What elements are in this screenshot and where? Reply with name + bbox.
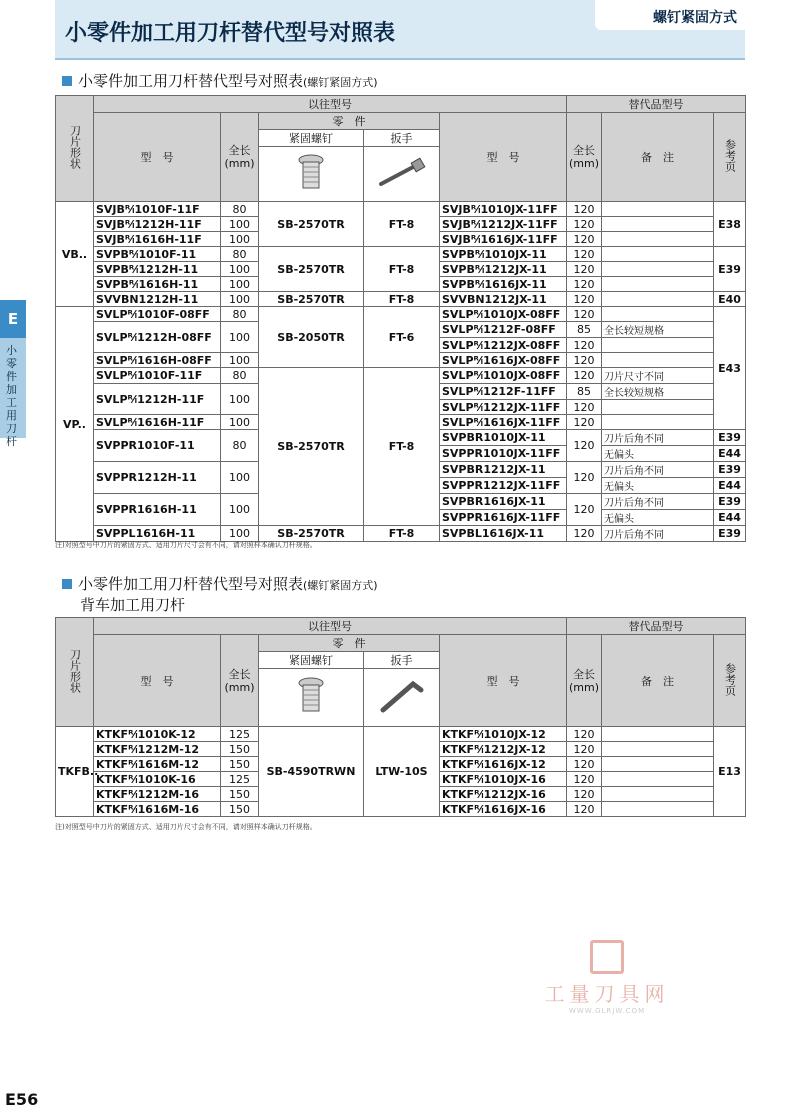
old-length: 80 [221,247,259,262]
ref-page: E40 [714,292,746,307]
remarks [602,727,714,742]
section2-title: 小零件加工用刀杆替代型号对照表 [78,575,304,593]
section1-note: 注)对照型号中刀片的紧固方式、适用刀片尺寸会有不同，请对照样本确认刀杆规格。 [55,541,317,549]
new-model: SVPBᴿ⁄ₗ1010JX-11 [440,247,567,262]
col-header-new-model: 型 号 [440,635,567,727]
col-header-parts: 零 件 [259,113,440,130]
new-model: SVPPR1616JX-11FF [440,510,567,526]
new-length: 120 [567,232,602,247]
new-model: SVLPᴿ⁄ₗ1616JX-11FF [440,415,567,430]
new-length: 120 [567,277,602,292]
remarks [602,202,714,217]
new-length: 120 [567,415,602,430]
old-model: KTKFᴿ⁄ₗ1010K-16 [94,772,221,787]
table-row [56,727,746,742]
old-length: 125 [221,772,259,787]
remarks [602,772,714,787]
new-model: SVJBᴿ⁄ₗ1616JX-11FF [440,232,567,247]
section1-heading [62,70,378,91]
old-model: SVPBᴿ⁄ₗ1616H-11 [94,277,221,292]
old-model: KTKFᴿ⁄ₗ1010K-12 [94,727,221,742]
old-model: SVJBᴿ⁄ₗ1010F-11F [94,202,221,217]
old-length: 100 [221,494,259,526]
remarks [602,217,714,232]
old-length: 100 [221,217,259,232]
ref-page: E13 [714,727,746,817]
col-header-old: 以往型号 [94,618,567,635]
new-model: SVLPᴿ⁄ₗ1212JX-11FF [440,400,567,415]
old-length: 150 [221,742,259,757]
remarks: 全长较短规格 [602,384,714,400]
remarks [602,338,714,353]
ref-page: E43 [714,307,746,430]
old-model: KTKFᴿ⁄ₗ1212M-16 [94,787,221,802]
col-header-remarks: 备 注 [602,635,714,727]
old-model: SVPPR1616H-11 [94,494,221,526]
section2-note: 注)对照型号中刀片的紧固方式、适用刀片尺寸会有不同，请对照样本确认刀杆规格。 [55,823,317,831]
remarks: 无偏头 [602,510,714,526]
remarks: 刀片后角不同 [602,462,714,478]
old-length: 100 [221,262,259,277]
table-row [56,307,746,322]
watermark [537,940,677,1015]
col-header-new-length: 全长 (mm) [567,113,602,202]
col-header-ref-text: 参考页 [723,662,737,696]
remarks [602,757,714,772]
new-length: 120 [567,217,602,232]
ref-page: E39 [714,247,746,292]
new-model: SVPBR1616JX-11 [440,494,567,510]
col-header-new-model: 型 号 [440,113,567,202]
new-length: 120 [567,757,602,772]
new-length: 120 [567,262,602,277]
old-length: 100 [221,277,259,292]
old-model: SVLPᴿ⁄ₗ1616H-11F [94,415,221,430]
old-length: 100 [221,322,259,353]
wrench-part: LTW-10S [364,727,440,817]
new-model: SVLPᴿ⁄ₗ1616JX-08FF [440,353,567,368]
old-model: SVLPᴿ⁄ₗ1616H-08FF [94,353,221,368]
remarks: 刀片后角不同 [602,526,714,542]
old-length: 100 [221,415,259,430]
new-length: 120 [567,727,602,742]
remarks [602,292,714,307]
remarks [602,232,714,247]
screw-icon [296,154,326,192]
screw-part: SB-2570TR [259,368,364,526]
new-length: 120 [567,202,602,217]
old-model: SVJBᴿ⁄ₗ1616H-11F [94,232,221,247]
col-header-model: 型 号 [94,113,221,202]
ref-page: E44 [714,446,746,462]
col-header-remarks: 备 注 [602,113,714,202]
new-length: 120 [567,462,602,494]
new-length: 120 [567,353,602,368]
col-header-shape [56,96,94,202]
old-length: 100 [221,384,259,415]
remarks: 刀片后角不同 [602,494,714,510]
table-row [56,292,746,307]
remarks [602,353,714,368]
col-header-parts: 零 件 [259,635,440,652]
new-length: 120 [567,338,602,353]
screw-icon [296,677,326,715]
chapter-letter: E [0,300,26,338]
old-length: 150 [221,757,259,772]
old-model: SVPPR1212H-11 [94,462,221,494]
remarks [602,247,714,262]
screw-part: SB-2570TR [259,202,364,247]
remarks [602,742,714,757]
wrench-part: FT-8 [364,368,440,526]
old-model: SVPPR1010F-11 [94,430,221,462]
category-label: 螺钉紧固方式 [653,10,737,26]
screw-part: SB-2570TR [259,247,364,292]
remarks: 无偏头 [602,478,714,494]
table-row [56,247,746,262]
shape-cell: TKFB.. [56,727,94,817]
old-model: SVLPᴿ⁄ₗ1212H-08FF [94,322,221,353]
ref-page: E38 [714,202,746,247]
new-model: SVPBR1010JX-11 [440,430,567,446]
remarks: 刀片尺寸不同 [602,368,714,384]
comparison-table-2 [55,617,746,817]
wrench-part: FT-6 [364,307,440,368]
new-model: KTKFᴿ⁄ₗ1616JX-16 [440,802,567,817]
screw-part: SB-2570TR [259,292,364,307]
new-model: SVLPᴿ⁄ₗ1212F-11FF [440,384,567,400]
new-model: SVLPᴿ⁄ₗ1010JX-08FF [440,368,567,384]
new-length: 120 [567,742,602,757]
new-model: SVPBL1616JX-11 [440,526,567,542]
old-model: SVLPᴿ⁄ₗ1010F-08FF [94,307,221,322]
new-model: SVLPᴿ⁄ₗ1010JX-08FF [440,307,567,322]
header-divider [55,58,745,60]
col-header-shape-text: 刀片形状 [68,125,82,169]
new-model: KTKFᴿ⁄ₗ1212JX-12 [440,742,567,757]
ref-page: E39 [714,462,746,478]
section2-heading [62,573,378,594]
old-model: SVLPᴿ⁄ₗ1010F-11F [94,368,221,384]
col-header-length: 全长 (mm) [221,113,259,202]
section2-subtitle: (螺钉紧固方式) [303,579,378,592]
old-length: 150 [221,802,259,817]
new-model: KTKFᴿ⁄ₗ1010JX-16 [440,772,567,787]
wrench-part: FT-8 [364,292,440,307]
col-header-shape-text: 刀片形状 [68,648,82,693]
old-length: 100 [221,526,259,542]
remarks: 刀片后角不同 [602,430,714,446]
section1-subtitle: (螺钉紧固方式) [303,76,378,89]
new-model: SVLPᴿ⁄ₗ1212JX-08FF [440,338,567,353]
new-length: 120 [567,400,602,415]
remarks [602,415,714,430]
new-length: 120 [567,430,602,462]
old-length: 125 [221,727,259,742]
old-model: SVLPᴿ⁄ₗ1212H-11F [94,384,221,415]
wrench-icon [377,676,427,716]
remarks: 全长较短规格 [602,322,714,338]
old-model: KTKFᴿ⁄ₗ1616M-16 [94,802,221,817]
col-header-wrench: 扳手 [364,652,440,669]
new-model: SVJBᴿ⁄ₗ1010JX-11FF [440,202,567,217]
col-header-model: 型 号 [94,635,221,727]
col-header-old: 以往型号 [94,96,567,113]
page-title: 小零件加工用刀杆替代型号对照表 [65,21,396,46]
comparison-table-1 [55,95,746,542]
old-length: 100 [221,292,259,307]
new-length: 120 [567,772,602,787]
section-bullet-icon [62,76,72,86]
table-row [56,202,746,217]
col-header-new: 替代品型号 [567,618,746,635]
col-header-wrench: 扳手 [364,130,440,147]
old-length: 80 [221,202,259,217]
old-length: 100 [221,353,259,368]
old-length: 150 [221,787,259,802]
col-header-screw: 紧固螺钉 [259,130,364,147]
col-header-screw: 紧固螺钉 [259,652,364,669]
ref-page: E39 [714,526,746,542]
remarks [602,277,714,292]
page-header [55,0,745,58]
new-model: SVPBR1212JX-11 [440,462,567,478]
section1-title: 小零件加工用刀杆替代型号对照表 [78,72,304,90]
new-model: SVPBᴿ⁄ₗ1616JX-11 [440,277,567,292]
old-length: 80 [221,430,259,462]
new-model: SVVBN1212JX-11 [440,292,567,307]
remarks [602,787,714,802]
new-model: SVJBᴿ⁄ₗ1212JX-11FF [440,217,567,232]
wrench-image [364,669,440,727]
wrench-part: FT-8 [364,526,440,542]
new-length: 120 [567,292,602,307]
remarks [602,400,714,415]
new-length: 85 [567,384,602,400]
old-length: 100 [221,232,259,247]
wrench-part: FT-8 [364,247,440,292]
col-header-new-length: 全长 (mm) [567,635,602,727]
screw-image [259,669,364,727]
old-length: 80 [221,368,259,384]
screw-image [259,147,364,202]
old-length: 80 [221,307,259,322]
screw-part: SB-4590TRWN [259,727,364,817]
wrench-image [364,147,440,202]
col-header-ref [714,113,746,202]
old-model: KTKFᴿ⁄ₗ1616M-12 [94,757,221,772]
watermark-logo-icon [590,940,624,974]
new-model: KTKFᴿ⁄ₗ1616JX-12 [440,757,567,772]
new-model: KTKFᴿ⁄ₗ1010JX-12 [440,727,567,742]
new-model: SVLPᴿ⁄ₗ1212F-08FF [440,322,567,338]
page-number: E56 [5,1090,39,1109]
old-model: SVPBᴿ⁄ₗ1212H-11 [94,262,221,277]
old-model: SVPPL1616H-11 [94,526,221,542]
ref-page: E44 [714,510,746,526]
shape-cell: VB.. [56,202,94,307]
col-header-ref-text: 参考页 [723,139,737,172]
new-length: 85 [567,322,602,338]
remarks [602,307,714,322]
chapter-label: 小零件加工用刀杆 [6,344,17,448]
new-length: 120 [567,787,602,802]
old-model: KTKFᴿ⁄ₗ1212M-12 [94,742,221,757]
section-bullet-icon [62,579,72,589]
col-header-shape [56,618,94,727]
category-tab [595,0,745,30]
col-header-ref [714,635,746,727]
new-length: 120 [567,307,602,322]
screw-part: SB-2050TR [259,307,364,368]
shape-cell: VP.. [56,307,94,542]
remarks [602,802,714,817]
old-model: SVJBᴿ⁄ₗ1212H-11F [94,217,221,232]
watermark-text: 工量刀具网 [544,982,670,1006]
ref-page: E44 [714,478,746,494]
old-model: SVPBᴿ⁄ₗ1010F-11 [94,247,221,262]
screw-part: SB-2570TR [259,526,364,542]
watermark-url: WWW.GLRJW.COM [568,1007,646,1015]
new-length: 120 [567,368,602,384]
old-model: SVVBN1212H-11 [94,292,221,307]
new-model: SVPPR1212JX-11FF [440,478,567,494]
new-model: SVPPR1010JX-11FF [440,446,567,462]
new-model: KTKFᴿ⁄ₗ1212JX-16 [440,787,567,802]
col-header-new: 替代品型号 [567,96,746,113]
new-length: 120 [567,494,602,526]
remarks [602,262,714,277]
new-model: SVPBᴿ⁄ₗ1212JX-11 [440,262,567,277]
old-length: 100 [221,462,259,494]
new-length: 120 [567,247,602,262]
wrench-part: FT-8 [364,202,440,247]
table-row [56,368,746,384]
wrench-icon [377,158,427,188]
remarks: 无偏头 [602,446,714,462]
ref-page: E39 [714,494,746,510]
section2-title2: 背车加工用刀杆 [80,596,186,614]
new-length: 120 [567,526,602,542]
ref-page: E39 [714,430,746,446]
col-header-length: 全长 (mm) [221,635,259,727]
new-length: 120 [567,802,602,817]
